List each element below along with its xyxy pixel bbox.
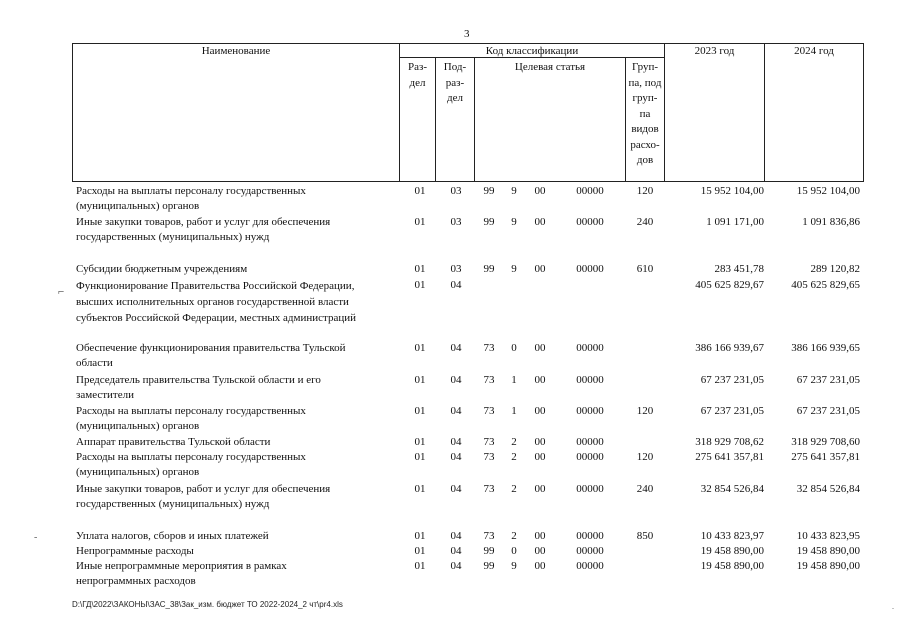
row-amount-2024: 32 854 526,84	[796, 483, 860, 495]
row-name: Иные непрограммные мероприятия в рамках непрограммных расходов	[76, 560, 287, 587]
row-expense-group: 120	[636, 185, 654, 197]
row-target-subprogram: 9	[511, 263, 517, 275]
row-amount-2024: 386 166 939,65	[791, 342, 860, 354]
row-amount-2023: 405 625 829,67	[695, 279, 764, 291]
row-amount-2024: 67 237 231,05	[796, 374, 860, 386]
row-podrazdel: 04	[450, 374, 462, 386]
row-target-direction: 00000	[576, 451, 604, 463]
row-name: Председатель правительства Тульской области и его заместители	[76, 374, 321, 401]
row-amount-2023: 318 929 708,62	[695, 436, 764, 448]
row-razdel: 01	[414, 216, 426, 228]
row-amount-2023: 67 237 231,05	[700, 405, 764, 417]
row-amount-2024: 10 433 823,95	[796, 530, 860, 542]
row-razdel: 01	[414, 374, 426, 386]
row-amount-2023: 19 458 890,00	[700, 545, 764, 557]
row-podrazdel: 03	[450, 263, 462, 275]
row-target-event: 00	[534, 342, 546, 354]
margin-dot: -	[34, 532, 38, 543]
row-name: Функционирование Правительства Российской Федерации, высших исполнительных органов государственной власти субъектов Российской Федерации, местных администраций	[76, 280, 357, 324]
row-target-event: 00	[534, 374, 546, 386]
row-target-program: 99	[483, 185, 495, 197]
row-razdel: 01	[414, 530, 426, 542]
row-target-program: 99	[483, 560, 495, 572]
row-razdel: 01	[414, 436, 426, 448]
row-podrazdel: 04	[450, 342, 462, 354]
header-year-2024: 2024 год	[794, 45, 834, 57]
row-target-subprogram: 9	[511, 216, 517, 228]
row-amount-2024: 1 091 836,86	[802, 216, 860, 228]
row-razdel: 01	[414, 405, 426, 417]
row-target-subprogram: 9	[511, 185, 517, 197]
row-target-event: 00	[534, 263, 546, 275]
row-podrazdel: 04	[450, 451, 462, 463]
row-amount-2023: 386 166 939,67	[695, 342, 764, 354]
row-amount-2023: 10 433 823,97	[700, 530, 764, 542]
row-amount-2023: 32 854 526,84	[700, 483, 764, 495]
row-target-subprogram: 0	[511, 342, 517, 354]
row-target-subprogram: 2	[511, 451, 517, 463]
header-podrazdel: Под- раз- дел	[443, 61, 467, 104]
header-classification-code: Код классификации	[485, 45, 579, 57]
row-target-direction: 00000	[576, 185, 604, 197]
row-target-event: 00	[534, 405, 546, 417]
row-amount-2024: 405 625 829,65	[791, 279, 860, 291]
row-target-event: 00	[534, 545, 546, 557]
row-target-program: 73	[483, 436, 495, 448]
row-target-program: 99	[483, 263, 495, 275]
row-target-direction: 00000	[576, 342, 604, 354]
row-target-event: 00	[534, 451, 546, 463]
row-target-program: 99	[483, 216, 495, 228]
row-target-subprogram: 2	[511, 483, 517, 495]
row-podrazdel: 04	[450, 405, 462, 417]
row-name: Аппарат правительства Тульской области	[76, 436, 271, 448]
row-target-subprogram: 1	[511, 374, 517, 386]
row-amount-2023: 275 641 357,81	[695, 451, 764, 463]
row-name: Непрограммные расходы	[76, 545, 194, 557]
header-razdel: Раз- дел	[407, 61, 427, 89]
row-target-program: 73	[483, 483, 495, 495]
row-expense-group: 240	[636, 483, 654, 495]
row-amount-2023: 283 451,78	[714, 263, 764, 275]
header-target-article: Целевая статья	[514, 61, 586, 73]
row-target-event: 00	[534, 560, 546, 572]
row-podrazdel: 04	[450, 560, 462, 572]
row-target-program: 73	[483, 530, 495, 542]
row-name: Уплата налогов, сборов и иных платежей	[76, 530, 269, 542]
row-target-direction: 00000	[576, 530, 604, 542]
row-name: Обеспечение функционирования правительства Тульской области	[76, 342, 346, 369]
row-target-program: 73	[483, 342, 495, 354]
row-razdel: 01	[414, 451, 426, 463]
row-amount-2023: 15 952 104,00	[700, 185, 764, 197]
row-target-event: 00	[534, 483, 546, 495]
row-razdel: 01	[414, 545, 426, 557]
header-name: Наименование	[201, 45, 271, 57]
row-podrazdel: 04	[450, 545, 462, 557]
row-name: Иные закупки товаров, работ и услуг для обеспечения государственных (муниципальных) нужд	[76, 216, 331, 243]
row-amount-2023: 67 237 231,05	[700, 374, 764, 386]
row-expense-group: 240	[636, 216, 654, 228]
row-amount-2024: 289 120,82	[810, 263, 860, 275]
row-target-direction: 00000	[576, 405, 604, 417]
row-expense-group: 120	[636, 405, 654, 417]
row-amount-2024: 318 929 708,60	[791, 436, 860, 448]
row-amount-2024: 275 641 357,81	[791, 451, 860, 463]
margin-mark: ⌐	[58, 286, 65, 298]
row-amount-2023: 19 458 890,00	[700, 560, 764, 572]
row-target-subprogram: 2	[511, 530, 517, 542]
row-target-event: 00	[534, 216, 546, 228]
row-expense-group: 610	[636, 263, 654, 275]
row-target-direction: 00000	[576, 374, 604, 386]
row-podrazdel: 03	[450, 216, 462, 228]
row-razdel: 01	[414, 263, 426, 275]
row-target-subprogram: 2	[511, 436, 517, 448]
row-expense-group: 850	[636, 530, 654, 542]
footer-file-path: D:\ГД\2022\ЗАКОНЫ\ЗАС_38\Зак_изм. бюджет ТО 2022-2024_2 чт\pr4.xls	[72, 600, 343, 609]
row-target-direction: 00000	[576, 560, 604, 572]
row-target-program: 99	[483, 545, 495, 557]
row-target-direction: 00000	[576, 483, 604, 495]
row-target-program: 73	[483, 451, 495, 463]
row-target-subprogram: 1	[511, 405, 517, 417]
row-razdel: 01	[414, 185, 426, 197]
row-expense-group: 120	[636, 451, 654, 463]
row-target-direction: 00000	[576, 216, 604, 228]
row-podrazdel: 04	[450, 483, 462, 495]
row-podrazdel: 04	[450, 530, 462, 542]
header-year-2023: 2023 год	[694, 45, 735, 57]
row-razdel: 01	[414, 342, 426, 354]
row-razdel: 01	[414, 560, 426, 572]
row-target-subprogram: 0	[511, 545, 517, 557]
row-target-program: 73	[483, 374, 495, 386]
row-name: Субсидии бюджетным учреждениям	[76, 263, 248, 275]
row-razdel: 01	[414, 483, 426, 495]
row-amount-2024: 67 237 231,05	[796, 405, 860, 417]
row-amount-2023: 1 091 171,00	[706, 216, 764, 228]
row-target-event: 00	[534, 185, 546, 197]
page-number: 3	[464, 28, 470, 40]
header-group: Груп- па, под груп- па видов расхо- дов	[628, 61, 662, 166]
row-amount-2024: 19 458 890,00	[796, 545, 860, 557]
row-razdel: 01	[414, 279, 426, 291]
margin-dot-right: .	[892, 602, 894, 611]
row-podrazdel: 04	[450, 279, 462, 291]
row-target-event: 00	[534, 436, 546, 448]
row-name: Иные закупки товаров, работ и услуг для обеспечения государственных (муниципальных) нужд	[76, 483, 331, 510]
row-name: Расходы на выплаты персоналу государственных (муниципальных) органов	[76, 185, 306, 212]
row-amount-2024: 19 458 890,00	[796, 560, 860, 572]
row-target-event: 00	[534, 530, 546, 542]
row-target-direction: 00000	[576, 436, 604, 448]
row-podrazdel: 03	[450, 185, 462, 197]
row-target-direction: 00000	[576, 263, 604, 275]
row-name: Расходы на выплаты персоналу государственных (муниципальных) органов	[76, 451, 306, 478]
row-name: Расходы на выплаты персоналу государственных (муниципальных) органов	[76, 405, 306, 432]
row-amount-2024: 15 952 104,00	[796, 185, 860, 197]
row-target-subprogram: 9	[511, 560, 517, 572]
row-podrazdel: 04	[450, 436, 462, 448]
row-target-direction: 00000	[576, 545, 604, 557]
row-target-program: 73	[483, 405, 495, 417]
